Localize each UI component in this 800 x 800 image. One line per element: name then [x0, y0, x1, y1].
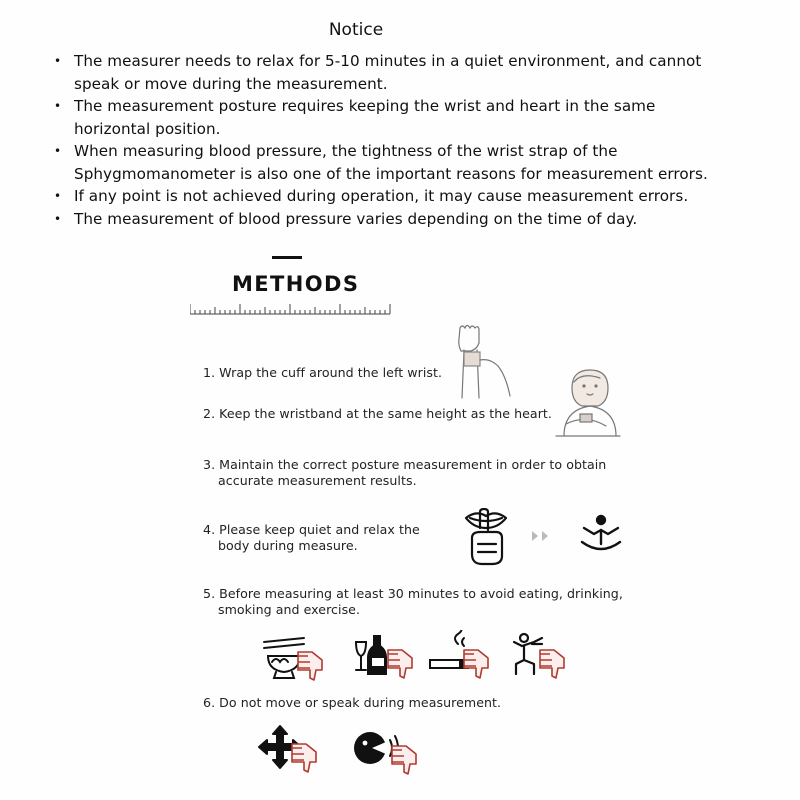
step-text: 3. Maintain the correct posture measurement in order to obtain — [203, 457, 607, 472]
no-movement-icon — [256, 724, 326, 776]
method-step-4 — [203, 522, 420, 553]
notice-item-text: speak or move during the measurement. — [74, 74, 388, 93]
bullet-icon: • — [54, 144, 62, 158]
ruler-decoration — [190, 300, 392, 316]
bullet-icon: • — [54, 54, 62, 68]
notice-item-text: horizontal position. — [74, 119, 221, 138]
method-step-5 — [203, 586, 623, 617]
method-step-1 — [203, 365, 442, 381]
step-text: accurate measurement results. — [218, 472, 417, 488]
notice-item-text: The measurement posture requires keeping the wrist and heart in the same — [74, 97, 656, 115]
method-step-3 — [203, 457, 606, 488]
notice-item — [52, 95, 772, 140]
notice-item — [52, 140, 772, 185]
bullet-icon: • — [54, 211, 62, 226]
notice-item-text: When measuring blood pressure, the tightness of the wrist strap of the — [74, 142, 618, 160]
step-text: 1. Wrap the cuff around the left wrist. — [203, 365, 443, 380]
bullet-icon: • — [54, 189, 62, 203]
step-text: smoking and exercise. — [218, 601, 361, 617]
methods-title: METHODS — [232, 272, 360, 296]
keep-quiet-icon — [462, 508, 512, 568]
notice-item-text: If any point is not achieved during operation, it may cause measurement errors. — [74, 187, 689, 205]
relax-person-icon — [578, 512, 624, 556]
notice-item — [52, 208, 772, 231]
notice-title: Notice — [328, 20, 384, 40]
step-text: 6. Do not move or speak during measurement. — [203, 695, 502, 710]
no-speaking-icon — [352, 726, 426, 776]
notice-item-text: Sphygmomanometer is also one of the important reasons for measurement errors. — [74, 164, 708, 183]
notice-item — [52, 50, 772, 95]
bullet-icon: • — [54, 99, 62, 113]
notice-item-text: The measurement of blood pressure varies depending on the time of day. — [74, 209, 638, 228]
notice-item — [52, 185, 772, 208]
no-exercise-icon — [512, 630, 578, 680]
method-step-2 — [203, 406, 552, 422]
step-text: 4. Please keep quiet and relax the — [203, 522, 420, 537]
notice-list — [52, 50, 772, 230]
step-text: 5. Before measuring at least 30 minutes to avoid eating, drinking, — [203, 586, 623, 601]
no-drinking-icon — [352, 632, 418, 680]
method-step-6 — [203, 695, 501, 711]
section-divider — [272, 256, 302, 259]
no-eating-icon — [262, 634, 328, 682]
notice-item-text: The measurer needs to relax for 5-10 minutes in a quiet environment, and cannot — [74, 52, 702, 70]
arrow-right-icon — [530, 528, 554, 544]
heart-height-posture-icon — [552, 366, 624, 450]
step-text: 2. Keep the wristband at the same height as the heart. — [203, 406, 552, 421]
no-smoking-icon — [428, 630, 494, 680]
wrist-cuff-icon — [450, 320, 520, 400]
step-text: body during measure. — [218, 537, 358, 553]
